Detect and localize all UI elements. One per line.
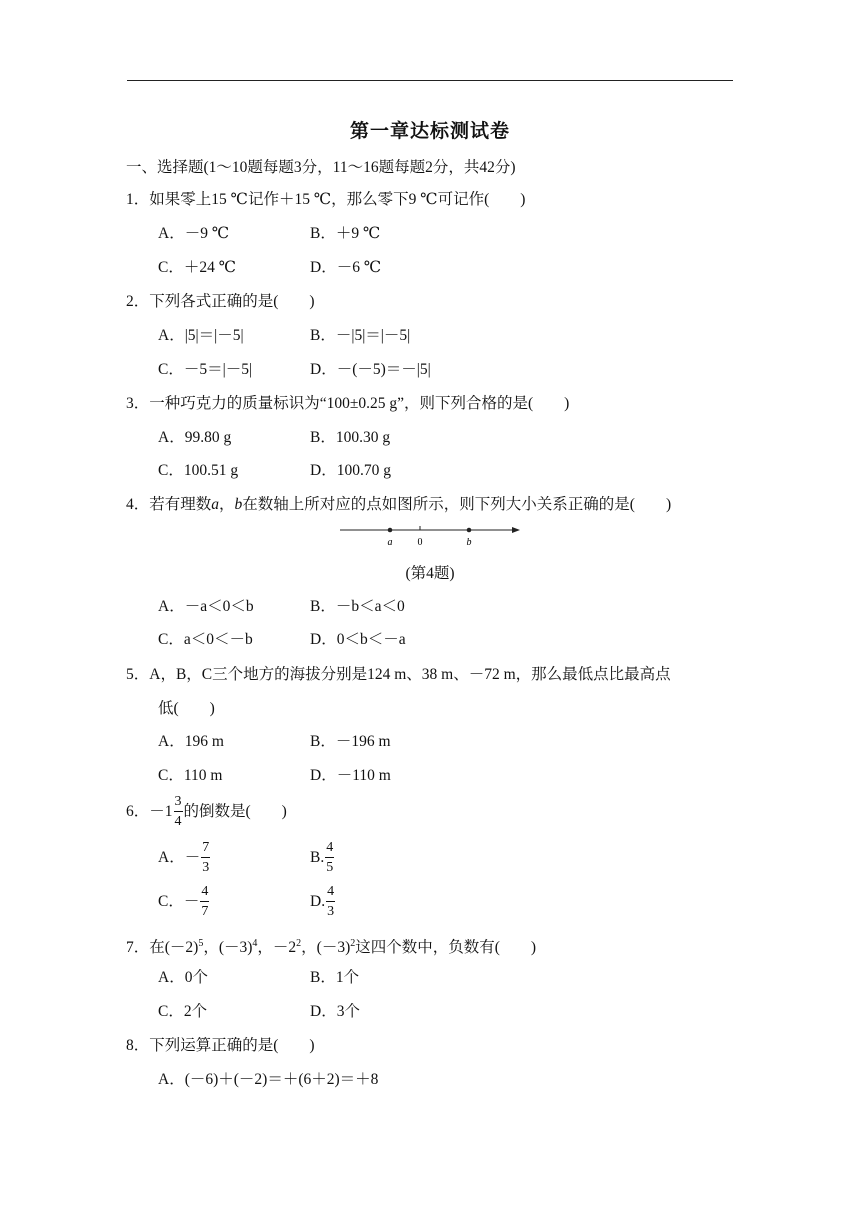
exponent: 5 [198, 938, 204, 949]
fraction: $\frac{4}{3}$ [327, 884, 335, 920]
number-line-arrow-icon [512, 527, 520, 533]
question-1-option-a: A．－9 ℃ [158, 225, 230, 242]
question-2-option-b: B．－|5|＝|－5| [310, 327, 411, 344]
variable-a: a [211, 496, 220, 513]
question-6-stem-pre: 6．－1 [126, 803, 173, 820]
question-3-option-d: D．100.70 g [310, 462, 391, 479]
question-2-option-c: C．－5＝|－5| [158, 361, 253, 378]
question-6-stem-post: 的倒数是( ) [183, 803, 287, 820]
label-a: a [387, 537, 393, 548]
exponent: 2 [296, 938, 302, 949]
question-4-stem [126, 495, 671, 515]
point-a [388, 528, 393, 533]
fraction: $\frac{3}{4}$ [174, 794, 182, 830]
question-5-stem: 5．A，B，C三个地方的海拔分别是124 m、38 m、－72 m，那么最低点比最高点 [126, 666, 671, 683]
question-5-option-d: D．－110 m [310, 767, 391, 784]
question-6-option-d: D. $\frac{4}{3}$ [310, 884, 335, 920]
figure-caption: (第4题) [405, 565, 455, 582]
question-7-option-b: B．1个 [310, 969, 360, 986]
question-5-option-b: B．－196 m [310, 733, 391, 750]
question-6-option-c: C．－ $\frac{4}{7}$ [158, 884, 209, 920]
question-6-stem [126, 794, 287, 830]
question-7-option-d: D．3个 [310, 1003, 360, 1020]
question-4-stem-post: 在数轴上所对应的点如图所示，则下列大小关系正确的是( ) [242, 496, 672, 513]
question-4-option-b: B．－b＜a＜0 [310, 598, 405, 615]
question-1-option-c: C．＋24 ℃ [158, 259, 237, 276]
question-4-stem-pre: 4．若有理数 [126, 496, 212, 513]
question-5-option-a: A．196 m [158, 733, 224, 750]
question-8-stem: 8．下列运算正确的是( ) [126, 1037, 315, 1054]
question-5-stem-continued: 低( ) [158, 700, 215, 717]
fraction: $\frac{4}{7}$ [201, 884, 209, 920]
question-6-option-b: B. $\frac{4}{5}$ [310, 840, 334, 876]
question-3-option-b: B．100.30 g [310, 429, 391, 446]
page-title: 第一章达标测试卷 [349, 120, 510, 142]
exponent: 4 [252, 938, 258, 949]
question-3-option-a: A．99.80 g [158, 429, 232, 446]
question-3-option-c: C．100.51 g [158, 462, 239, 479]
question-3-stem: 3．一种巧克力的质量标识为“100±0.25 g”，则下列合格的是( ) [126, 395, 570, 412]
point-b [467, 528, 472, 533]
question-4-option-a: A．－a＜0＜b [158, 598, 254, 615]
question-8-option-a: A．(－6)＋(－2)＝＋(6＋2)＝＋8 [158, 1071, 379, 1088]
label-b: b [466, 537, 472, 548]
fraction: $\frac{7}{3}$ [202, 840, 210, 876]
question-1-option-d: D．－6 ℃ [310, 259, 382, 276]
question-4-option-c: C．a＜0＜－b [158, 631, 253, 648]
question-7-stem: 7．在$(-2)^5$，$(-3)^4$，$-2^2$，$(-3)^2$这四个数中，负数有( ) [126, 938, 537, 957]
comma: ， [219, 496, 235, 513]
question-7-option-a: A．0个 [158, 969, 208, 986]
question-7-option-c: C．2个 [158, 1003, 208, 1020]
question-6-option-a: A．－ $\frac{7}{3}$ [158, 840, 210, 876]
question-1-option-b: B．＋9 ℃ [310, 225, 381, 242]
question-2-option-a: A．|5|＝|－5| [158, 327, 244, 344]
fraction: $\frac{4}{5}$ [326, 840, 334, 876]
question-4-option-d: D．0＜b＜－a [310, 631, 406, 648]
label-zero: 0 [417, 537, 423, 548]
header-rule [127, 80, 733, 81]
question-2-stem: 2．下列各式正确的是( ) [126, 293, 315, 310]
question-2-option-d: D．－(－5)＝－|5| [310, 361, 431, 378]
section-heading: 一、选择题(1～10题每题3分，11～16题每题2分，共42分) [126, 159, 516, 176]
variable-b: b [234, 496, 243, 513]
number-line-figure [336, 522, 526, 550]
exponent: 2 [350, 938, 356, 949]
question-1-stem: 1．如果零上15 ℃记作＋15 ℃，那么零下9 ℃可记作( ) [126, 191, 526, 208]
question-5-option-c: C．110 m [158, 767, 223, 784]
